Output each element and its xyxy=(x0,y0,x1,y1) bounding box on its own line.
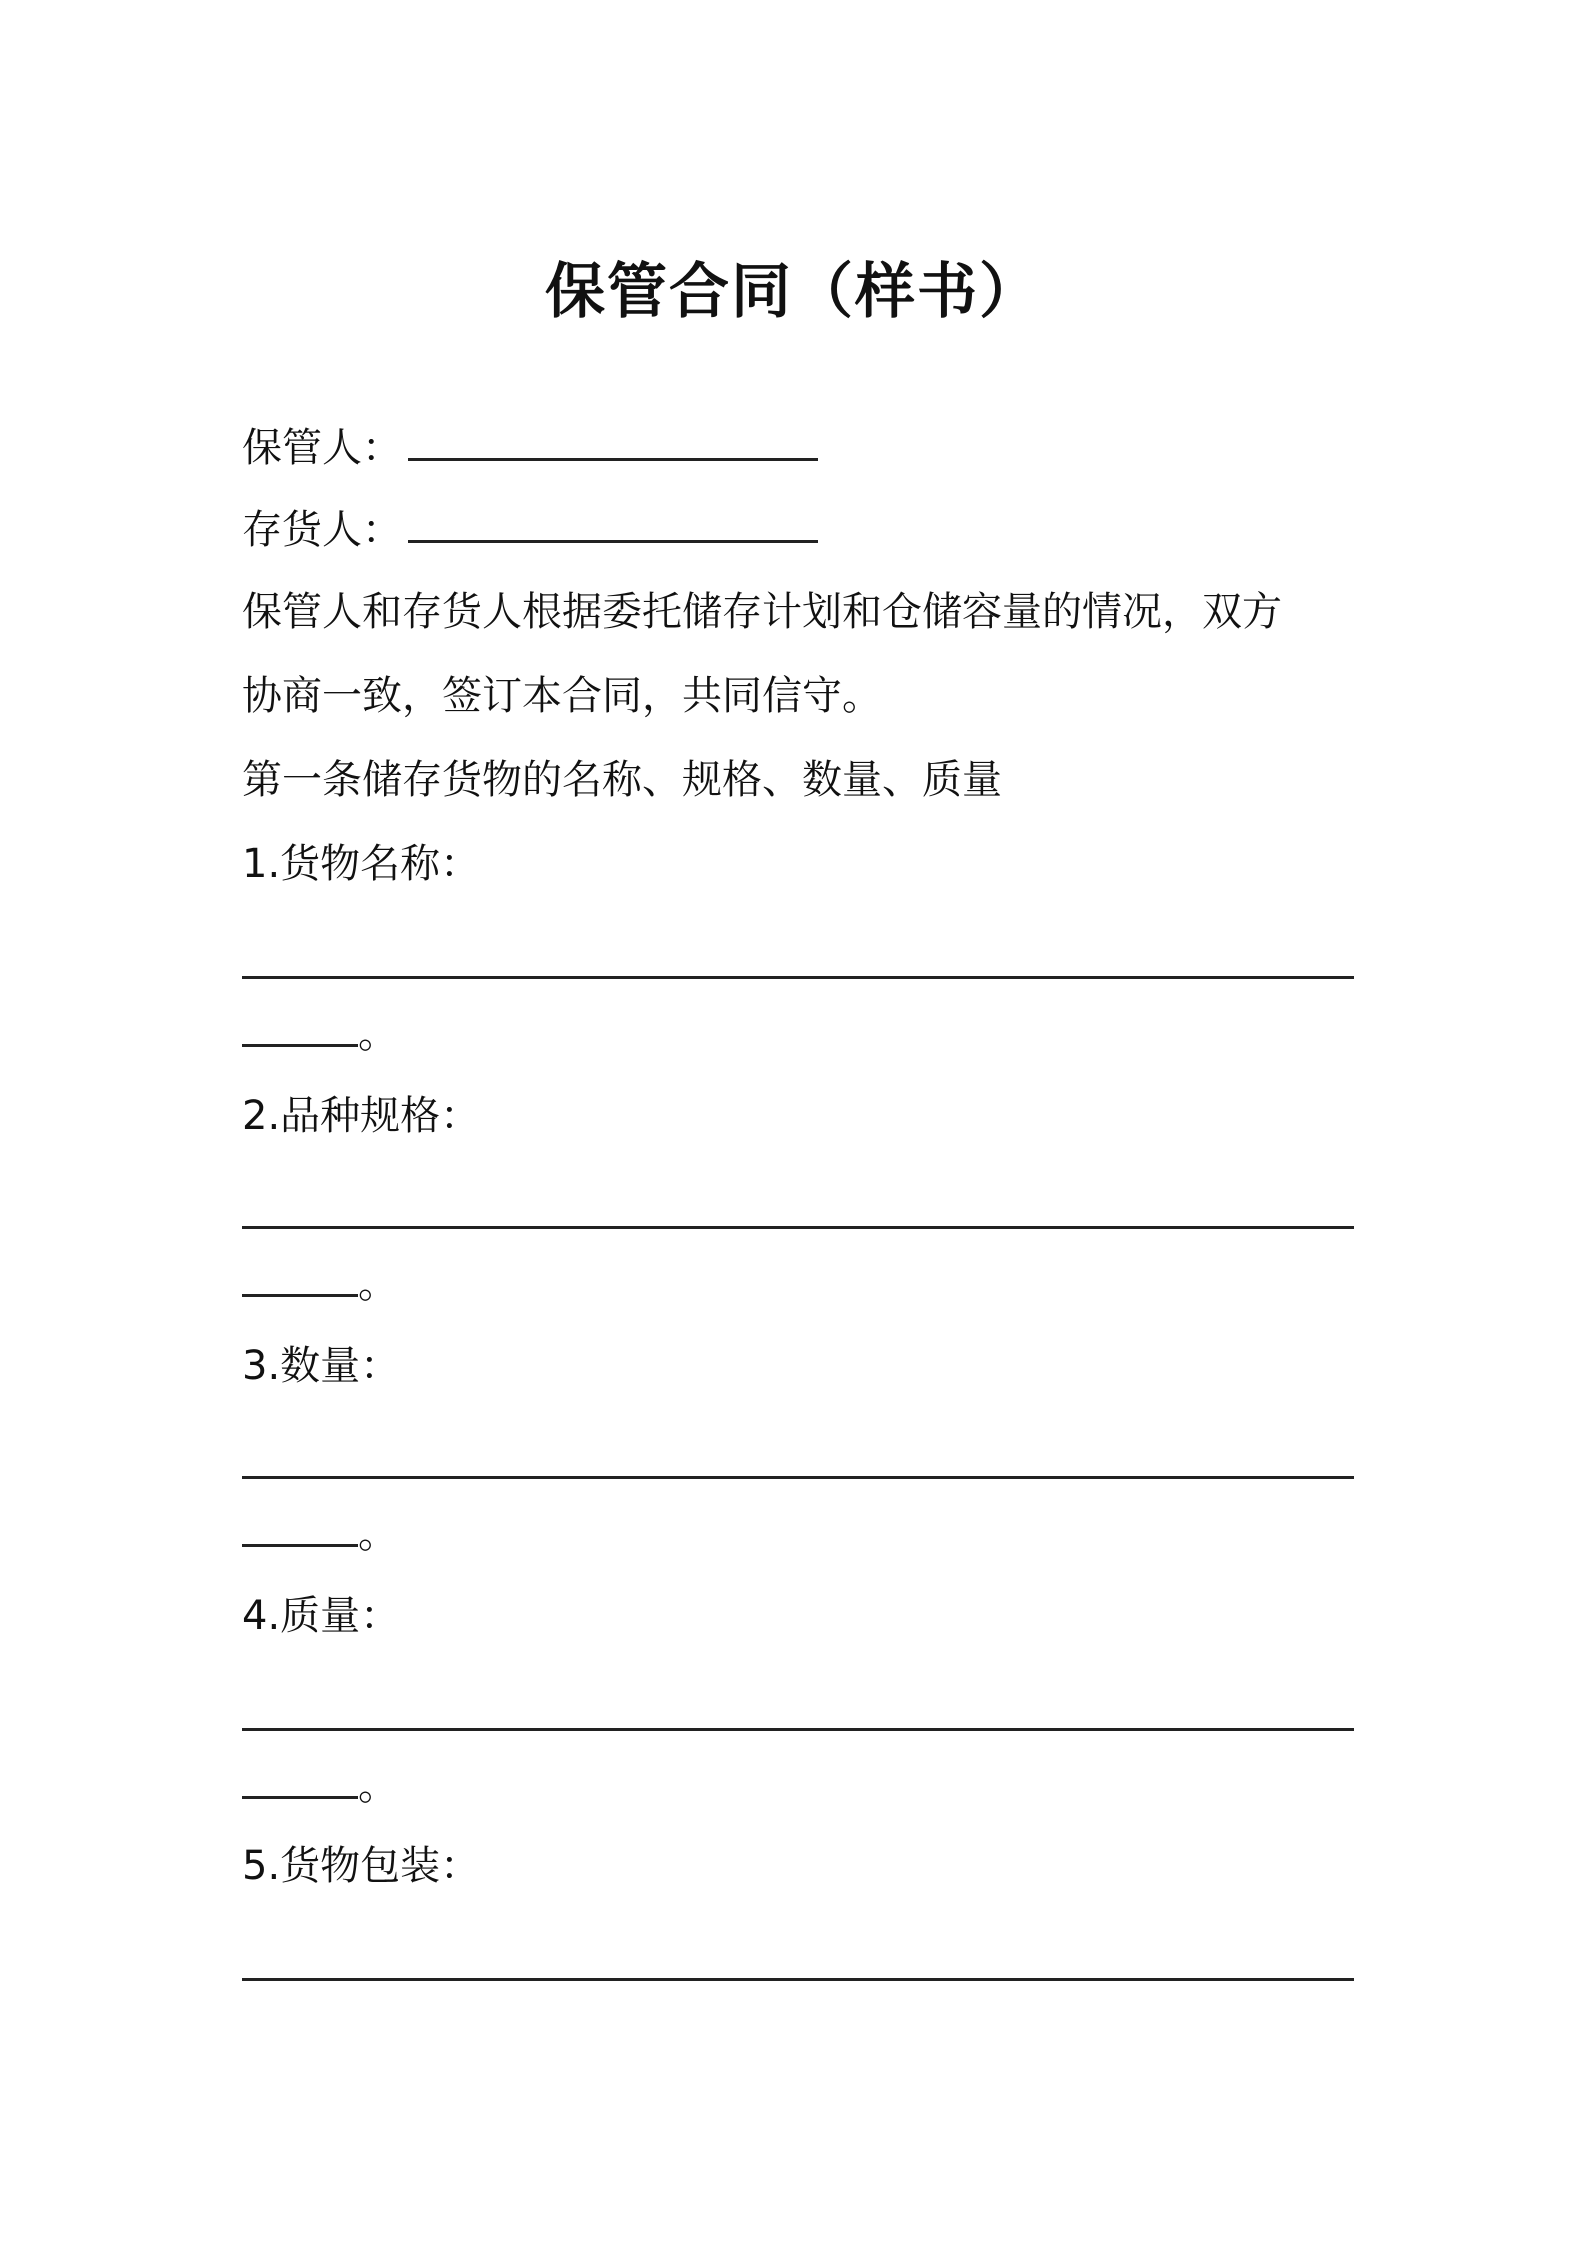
item-label-packaging: 5.货物包装： xyxy=(242,1843,481,1889)
end-mark: 。 xyxy=(358,1763,398,1809)
quality-tail-blank[interactable] xyxy=(242,1756,358,1799)
item-label-quality: 4.质量： xyxy=(242,1593,401,1639)
quantity-tail-blank[interactable] xyxy=(242,1504,358,1547)
variety-spec-blank-line[interactable] xyxy=(242,1226,1354,1229)
variety-spec-tail-blank[interactable] xyxy=(242,1254,358,1297)
depositor-line xyxy=(242,500,818,558)
item-label-quantity: 3.数量： xyxy=(242,1343,401,1389)
item-label-goods-name: 1.货物名称： xyxy=(242,841,481,887)
end-mark: 。 xyxy=(358,1261,398,1307)
end-mark: 。 xyxy=(358,1511,398,1557)
document-title: 保管合同（样书） xyxy=(545,257,1041,327)
article1-heading: 第一条储存货物的名称、规格、数量、质量 xyxy=(242,757,1002,803)
intro-line-1: 保管人和存货人根据委托储存计划和仓储容量的情况，双方 xyxy=(242,589,1282,635)
custodian-label: 保管人： xyxy=(242,425,402,471)
end-mark: 。 xyxy=(358,1011,398,1057)
quantity-blank-tail xyxy=(242,1504,398,1562)
goods-name-tail-blank[interactable] xyxy=(242,1004,358,1047)
depositor-blank[interactable] xyxy=(408,500,818,543)
custodian-blank[interactable] xyxy=(408,418,818,461)
goods-name-blank-line[interactable] xyxy=(242,976,1354,979)
quantity-blank-line[interactable] xyxy=(242,1476,1354,1479)
item-label-variety-spec: 2.品种规格： xyxy=(242,1093,481,1139)
packaging-blank-line[interactable] xyxy=(242,1978,1354,1981)
quality-blank-tail xyxy=(242,1756,398,1814)
variety-spec-blank-tail xyxy=(242,1254,398,1312)
depositor-label: 存货人： xyxy=(242,507,402,553)
custodian-line xyxy=(242,418,818,476)
quality-blank-line[interactable] xyxy=(242,1728,1354,1731)
intro-line-2: 协商一致，签订本合同，共同信守。 xyxy=(242,673,882,719)
goods-name-blank-tail xyxy=(242,1004,398,1062)
